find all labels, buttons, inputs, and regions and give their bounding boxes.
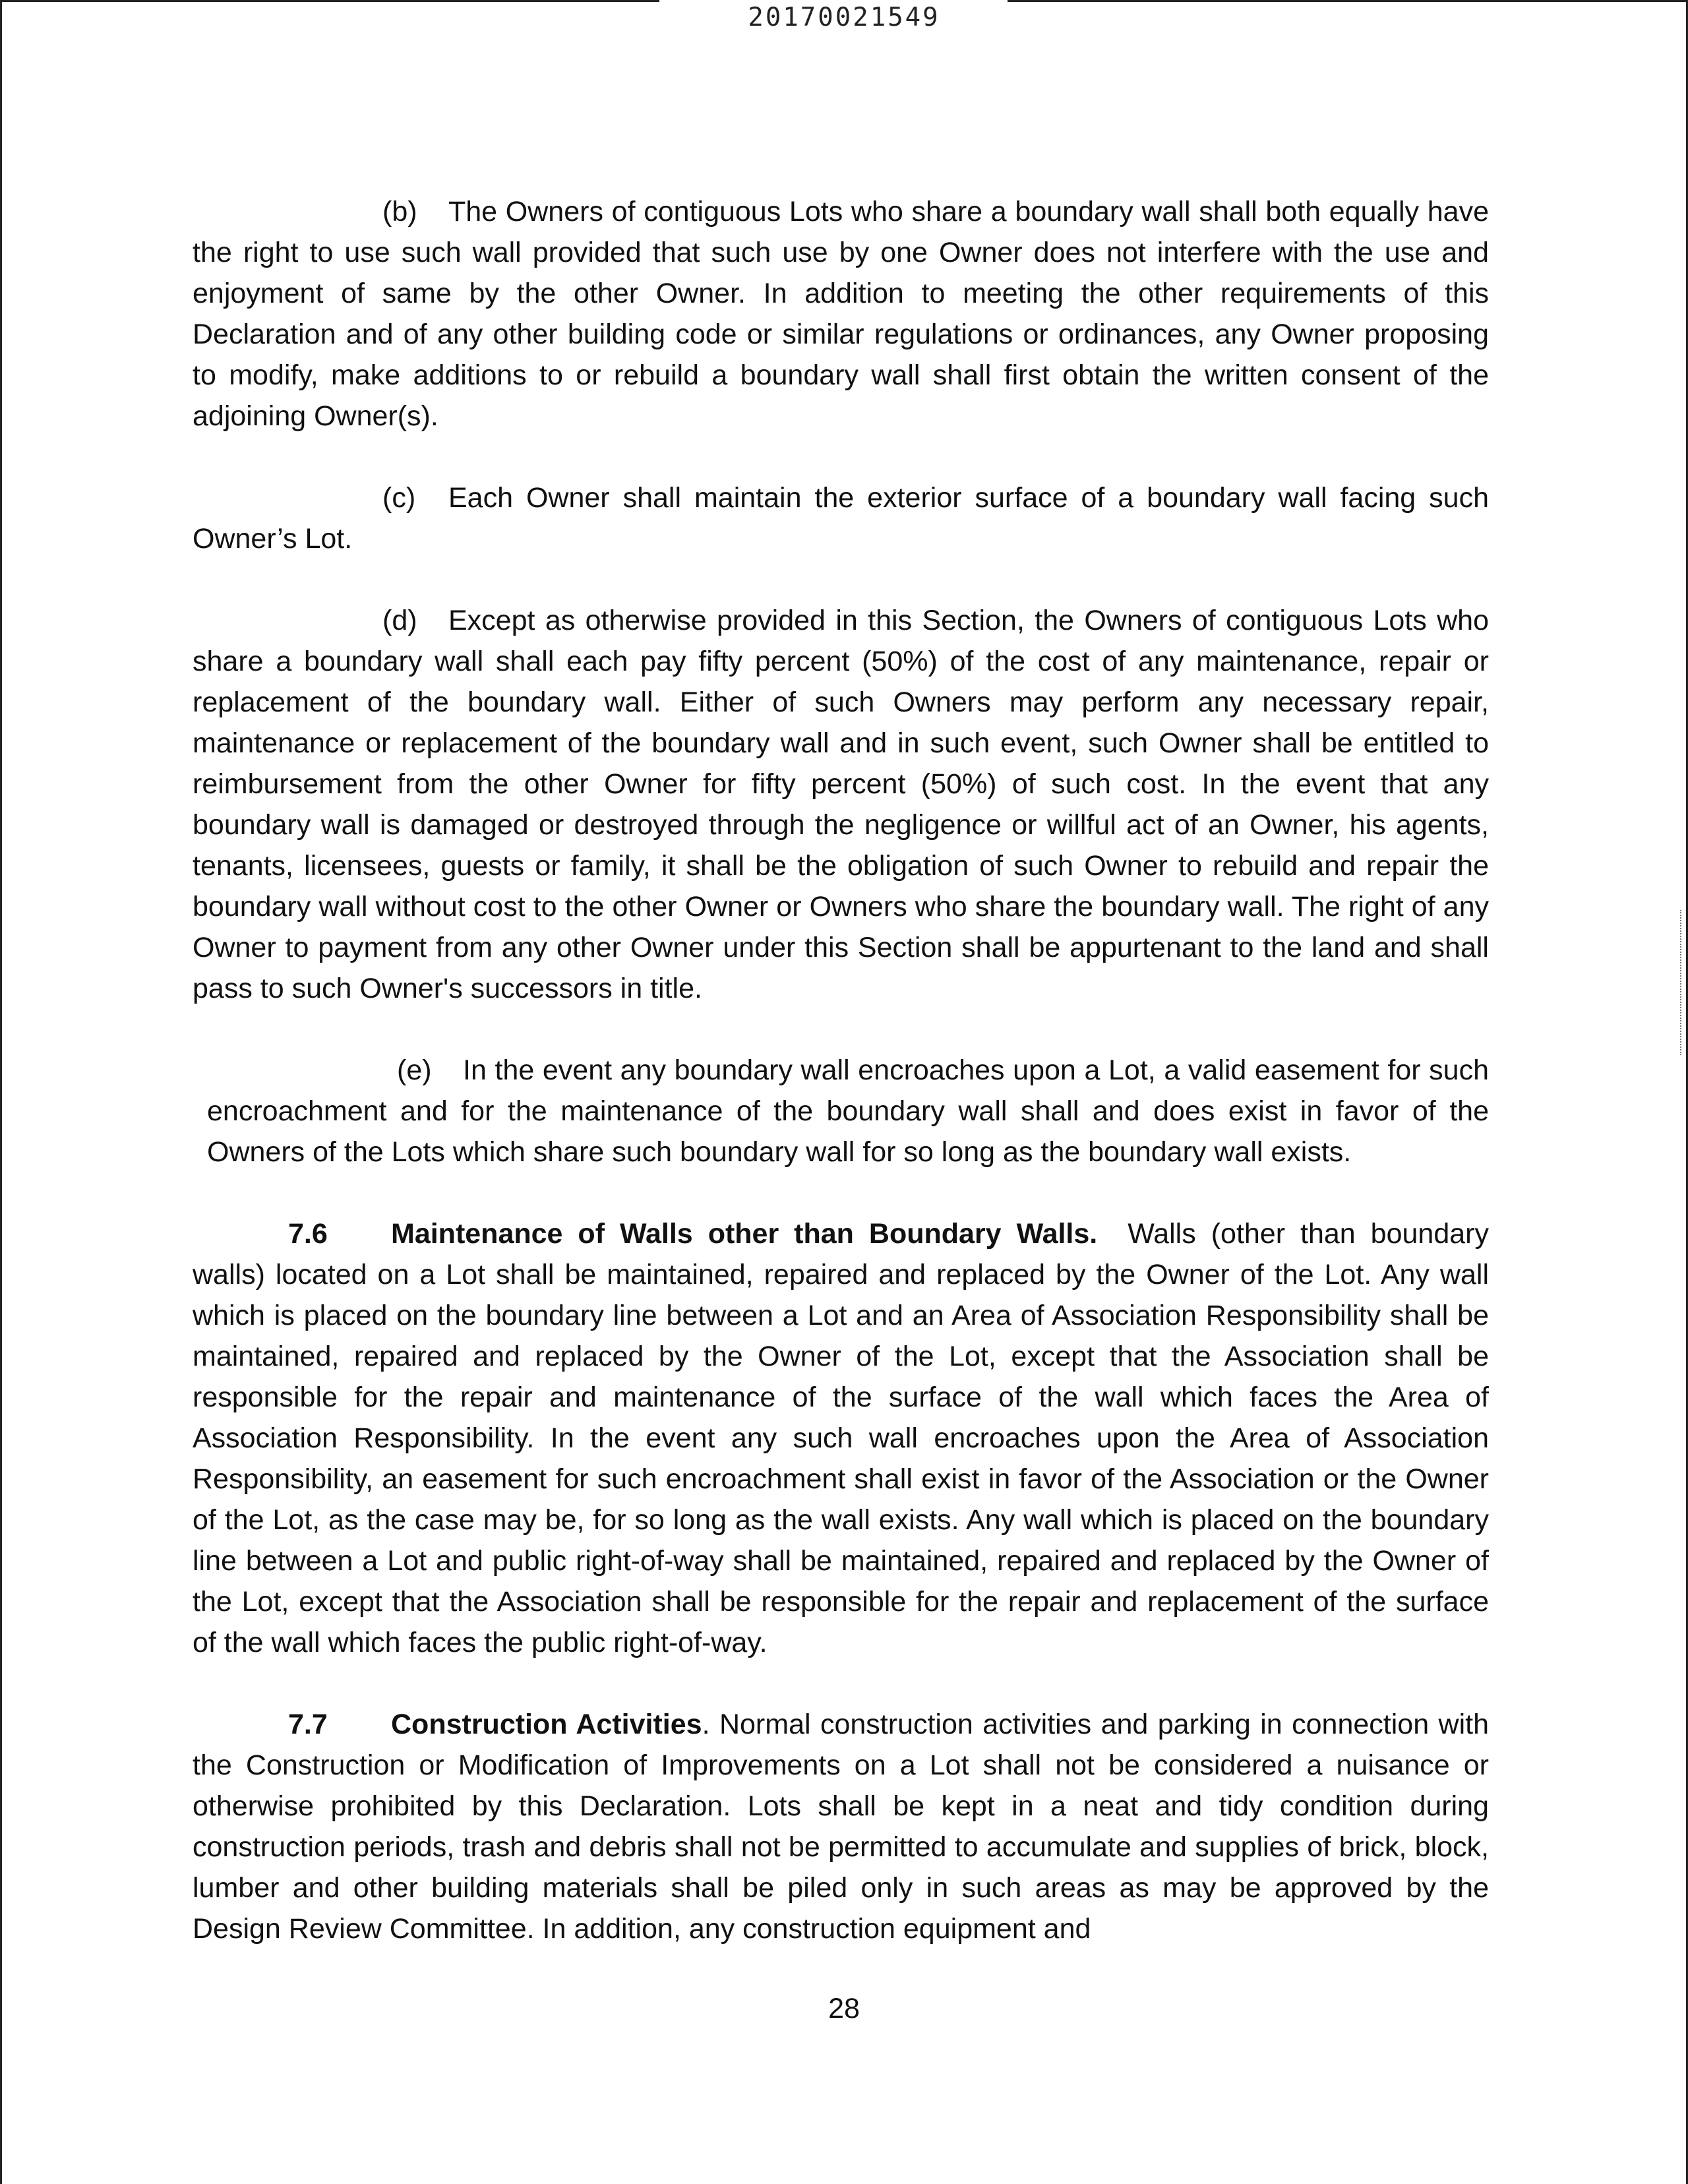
section-7-6-number: 7.6 (288, 1218, 328, 1250)
paragraph-c-label: (c) (382, 482, 416, 514)
top-rule-left (0, 0, 659, 2)
section-7-6-text: Walls (other than boundary walls) located on a Lot shall be maintained, repaired and replaced by the Owner of the Lot. Any wall which is placed on the boundary line between a Lot and an Area of Association Responsibility shall be maintained, repaired and replaced by the Owner of the Lot, except that the Association shall be responsible for the repair and maintenance of the surface of the wall which faces the Area of Association Responsibility. In the event any such wall encroaches upon the Area of Association Responsibility, an easement for such encroachment shall exist in favor of the Association or the Owner of the Lot, as the case may be, for so long as the wall exists. Any wall which is placed on the boundary line between a Lot and public right-of-way shall be maintained, repaired and replaced by the Owner of the Lot, except that the Association shall be responsible for the repair and replacement of the surface of the wall which faces the public right-of-way. (193, 1218, 1489, 1658)
document-number: 20170021549 (748, 3, 940, 32)
section-7-6-title: Maintenance of Walls other than Boundary Walls. (391, 1218, 1098, 1250)
section-7-7 (193, 1704, 1489, 1949)
paragraph-c (193, 477, 1489, 559)
paragraph-b-label: (b) (382, 196, 417, 228)
section-7-6 (193, 1213, 1489, 1663)
paragraph-c-text: Each Owner shall maintain the exterior surface of a boundary wall facing such Owner’s Lot. (193, 482, 1489, 555)
paragraph-e (193, 1050, 1489, 1172)
page-number: 28 (828, 1993, 860, 2024)
page-body (193, 191, 1489, 1990)
section-7-7-text: . Normal construction activities and parking in connection with the Construction or Modification of Improvements on a Lot shall not be considered a nuisance or otherwise prohibited by this Declaration. Lots shall be kept in a neat and tidy condition during construction periods, trash and debris shall not be permitted to accumulate and supplies of brick, block, lumber and other building materials shall be piled only in such areas as may be approved by the Design Review Committee. In addition, any construction equipment and (193, 1709, 1490, 1945)
paragraph-d-text: Except as otherwise provided in this Section, the Owners of contiguous Lots who share a boundary wall shall each pay fifty percent (50%) of the cost of any maintenance, repair or replacement of the boundary wall. Either of such Owners may perform any necessary repair, maintenance or replacement of the boundary wall and in such event, such Owner shall be entitled to reimbursement from the other Owner for fifty percent (50%) of such cost. In the event that any boundary wall is damaged or destroyed through the negligence or willful act of an Owner, his agents, tenants, licensees, guests or family, it shall be the obligation of such Owner to rebuild and repair the boundary wall without cost to the other Owner or Owners who share the boundary wall. The right of any Owner to payment from any other Owner under this Section shall be appurtenant to the land and shall pass to such Owner's successors in title. (193, 605, 1489, 1004)
scan-edge-marks (1679, 910, 1681, 1055)
paragraph-b-text: The Owners of contiguous Lots who share a boundary wall shall both equally have the right to use such wall provided that such use by one Owner does not interfere with the use and enjoyment of same by the other Owner. In addition to meeting the other requirements of this Declaration and of any other building code or similar regulations or ordinances, any Owner proposing to modify, make additions to or rebuild a boundary wall shall first obtain the written consent of the adjoining Owner(s). (193, 196, 1489, 432)
paragraph-b (193, 191, 1489, 437)
top-rule-right (1008, 0, 1688, 2)
section-7-7-title: Construction Activities (391, 1709, 702, 1740)
paragraph-e-label: (e) (397, 1054, 432, 1086)
paragraph-d-label: (d) (382, 605, 417, 636)
section-7-7-number: 7.7 (288, 1709, 328, 1740)
paragraph-d (193, 600, 1489, 1009)
paragraph-e-text: In the event any boundary wall encroaches upon a Lot, a valid easement for such encroachment and for the maintenance of the boundary wall shall and does exist in favor of the Owners of the Lots which share such boundary wall for so long as the boundary wall exists. (207, 1054, 1489, 1168)
scan-border-left (0, 0, 2, 2184)
